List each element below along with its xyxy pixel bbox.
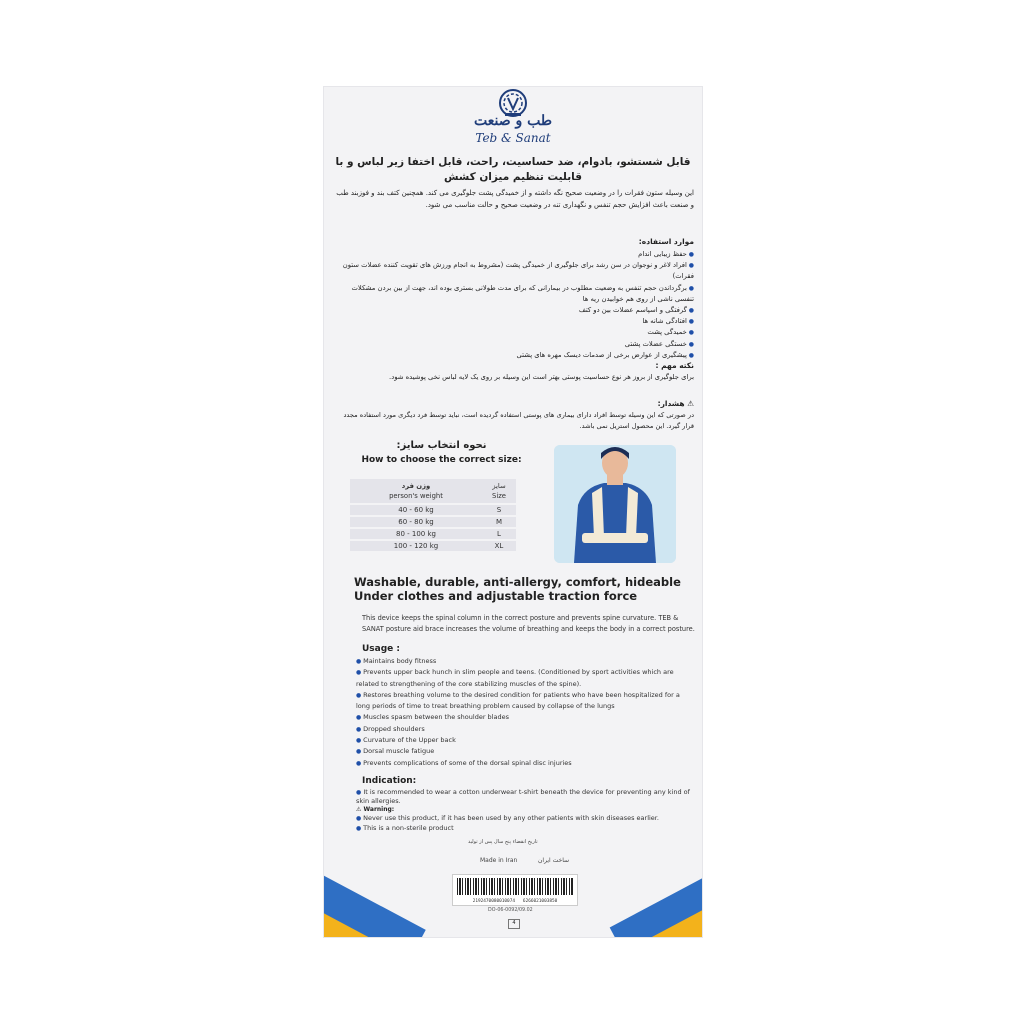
weight-cell: 40 - 60 kg (350, 505, 482, 515)
list-item: ● Curvature of the Upper back (356, 735, 694, 746)
table-row (350, 517, 516, 527)
fa-warning-heading-label: هشدار: (657, 399, 685, 408)
size-header-en: Size (492, 492, 506, 500)
list-item: ● افراد لاغر و نوجوان در سن رشد برای جلوگیری از خمیدگی پشت (مشروط به انجام ورزش های تقویت کننده عضلات ستون فقرات) (332, 260, 694, 282)
list-item: ● Dropped shoulders (356, 724, 694, 735)
barcode-right-number: 6266021003850 (522, 899, 558, 904)
size-table (350, 477, 516, 553)
barcode-left-number: 2192470080010074 (472, 899, 515, 904)
table-row (350, 541, 516, 551)
list-item: ● Dorsal muscle fatigue (356, 746, 694, 757)
size-cell: S (482, 505, 516, 515)
table-row (350, 529, 516, 539)
list-item: ● Restores breathing volume to the desired condition for patients who have been hospitalized for a long periods of time to treat breathing problem caused by collapse of the lungs (356, 690, 694, 713)
list-item: ● Muscles spasm between the shoulder blades (356, 712, 694, 723)
warning-icon: ⚠ (687, 399, 694, 408)
size-cell: L (482, 529, 516, 539)
fa-note-text: برای جلوگیری از بروز هر نوع حساسیت پوستی بهتر است این وسیله بر روی یک لایه لباس نخی پوشیده شود. (389, 373, 694, 381)
en-product-title: Washable, durable, anti-allergy, comfort, hideable Under clothes and adjustable traction force (354, 575, 681, 603)
en-indication-label: It is recommended to wear a cotton underwear t-shirt beneath the device for preventing any kind of skin allergies. (356, 788, 690, 805)
weight-header-fa: وزن فرد (401, 482, 431, 490)
list-item: ● خمیدگی پشت (332, 327, 694, 338)
weight-cell: 80 - 100 kg (350, 529, 482, 539)
list-item: ● Maintains body fitness (356, 656, 694, 667)
bullet-icon: ● (356, 789, 362, 796)
fa-usage-list (332, 249, 694, 361)
warning-icon: ⚠ (356, 806, 362, 813)
table-header-row (350, 479, 516, 503)
size-column-header (482, 479, 516, 503)
list-item: ● گرفتگی و اسپاسم عضلات بین دو کتف (332, 305, 694, 316)
list-item: ● Never use this product, if it has been used by any other patients with skin diseases earlier. (356, 814, 694, 824)
fa-warning-text: در صورتی که این وسیله توسط افراد دارای بیماری های پوستی استفاده گردیده است، نباید توسط فرد دیگری مورد استفاده مجدد قرار گیرد. این محصول استریل نمی باشد. (343, 411, 694, 430)
barcode-numbers (455, 899, 575, 904)
list-item: ● Prevents upper back hunch in slim people and teens. (Conditioned by sport activities which are related to strengthening of the core stabilizing muscles of the spine). (356, 667, 694, 690)
list-item: ● خستگی عضلات پشتی (332, 339, 694, 350)
size-cell: M (482, 517, 516, 527)
en-warning-list (356, 814, 694, 833)
size-header-fa: سایز (492, 482, 506, 490)
en-warning-heading-label: Warning: (363, 806, 395, 813)
weight-column-header (350, 479, 482, 503)
fa-note-heading: نکته مهم : (655, 361, 694, 370)
model-photo (554, 445, 676, 563)
list-item: ● افتادگی شانه ها (332, 316, 694, 327)
made-in-en: Made in Iran (480, 857, 518, 864)
brand-name-en: Teb & Sanat (475, 131, 551, 145)
size-heading-fa: نحوه انتخاب سایز: (396, 440, 487, 451)
size-cell: XL (482, 541, 516, 551)
list-item: ● Prevents complications of some of the dorsal spinal disc injuries (356, 758, 694, 769)
weight-cell: 60 - 80 kg (350, 517, 482, 527)
made-in-fa: ساخت ایران (538, 857, 570, 864)
en-usage-heading: Usage : (362, 644, 401, 654)
fa-intro-text: این وسیله ستون فقرات را در وضعیت صحیح نگه داشته و از خمیدگی پشت جلوگیری می کند. همچنین کتف بند و فوزبند طب و صنعت باعث افزایش حجم تنفس و نگهداری تنه در وضعیت صحیح و حالت مناسب می شود. (336, 189, 694, 209)
en-warning-heading (356, 806, 394, 813)
en-intro-text: This device keeps the spinal column in the correct posture and prevents spine curvature. TEB & SANAT posture aid brace increases the volume of breathing and keeps the body in a correct posture. (362, 614, 695, 634)
table-row (350, 505, 516, 515)
size-heading-en: How to choose the correct size: (361, 455, 522, 465)
expiry-note: تاریخ انقضاء پنج سال پس از تولید (468, 839, 538, 845)
barcode (452, 874, 578, 906)
list-item: ● برگرداندن حجم تنفس به وضعیت مطلوب در بیمارانی که برای مدت طولانی بستری بوده اند، جهت از بین بردن مشکلات تنفسی ناشی از روی هم خوابیدن ریه ها (332, 283, 694, 305)
list-item: ● This is a non-sterile product (356, 824, 694, 834)
weight-cell: 100 - 120 kg (350, 541, 482, 551)
list-item: ● پیشگیری از عوارض برخی از صدمات دیسک مهره های پشتی (332, 350, 694, 361)
en-usage-list (356, 656, 694, 769)
en-indication-text (356, 788, 694, 806)
page-number: 4 (508, 919, 520, 929)
barcode-bars-icon (457, 878, 573, 895)
fa-product-title: قابل شستشو، بادوام، ضد حساسیت، راحت، قابل اختفا زیر لباس و با قابلیت تنظیم میزان کشش (335, 156, 691, 183)
document-code: DO-06-0092/09.02 (488, 908, 533, 913)
fa-usage-heading: موارد استفاده: (638, 237, 694, 246)
brand-name-fa: طب و صنعت (473, 113, 552, 129)
fa-warning-heading (658, 399, 694, 408)
weight-header-en: person's weight (389, 492, 443, 500)
product-box-back (324, 87, 702, 937)
en-indication-heading: Indication: (362, 776, 417, 786)
list-item: ● حفظ زیبایی اندام (332, 249, 694, 260)
